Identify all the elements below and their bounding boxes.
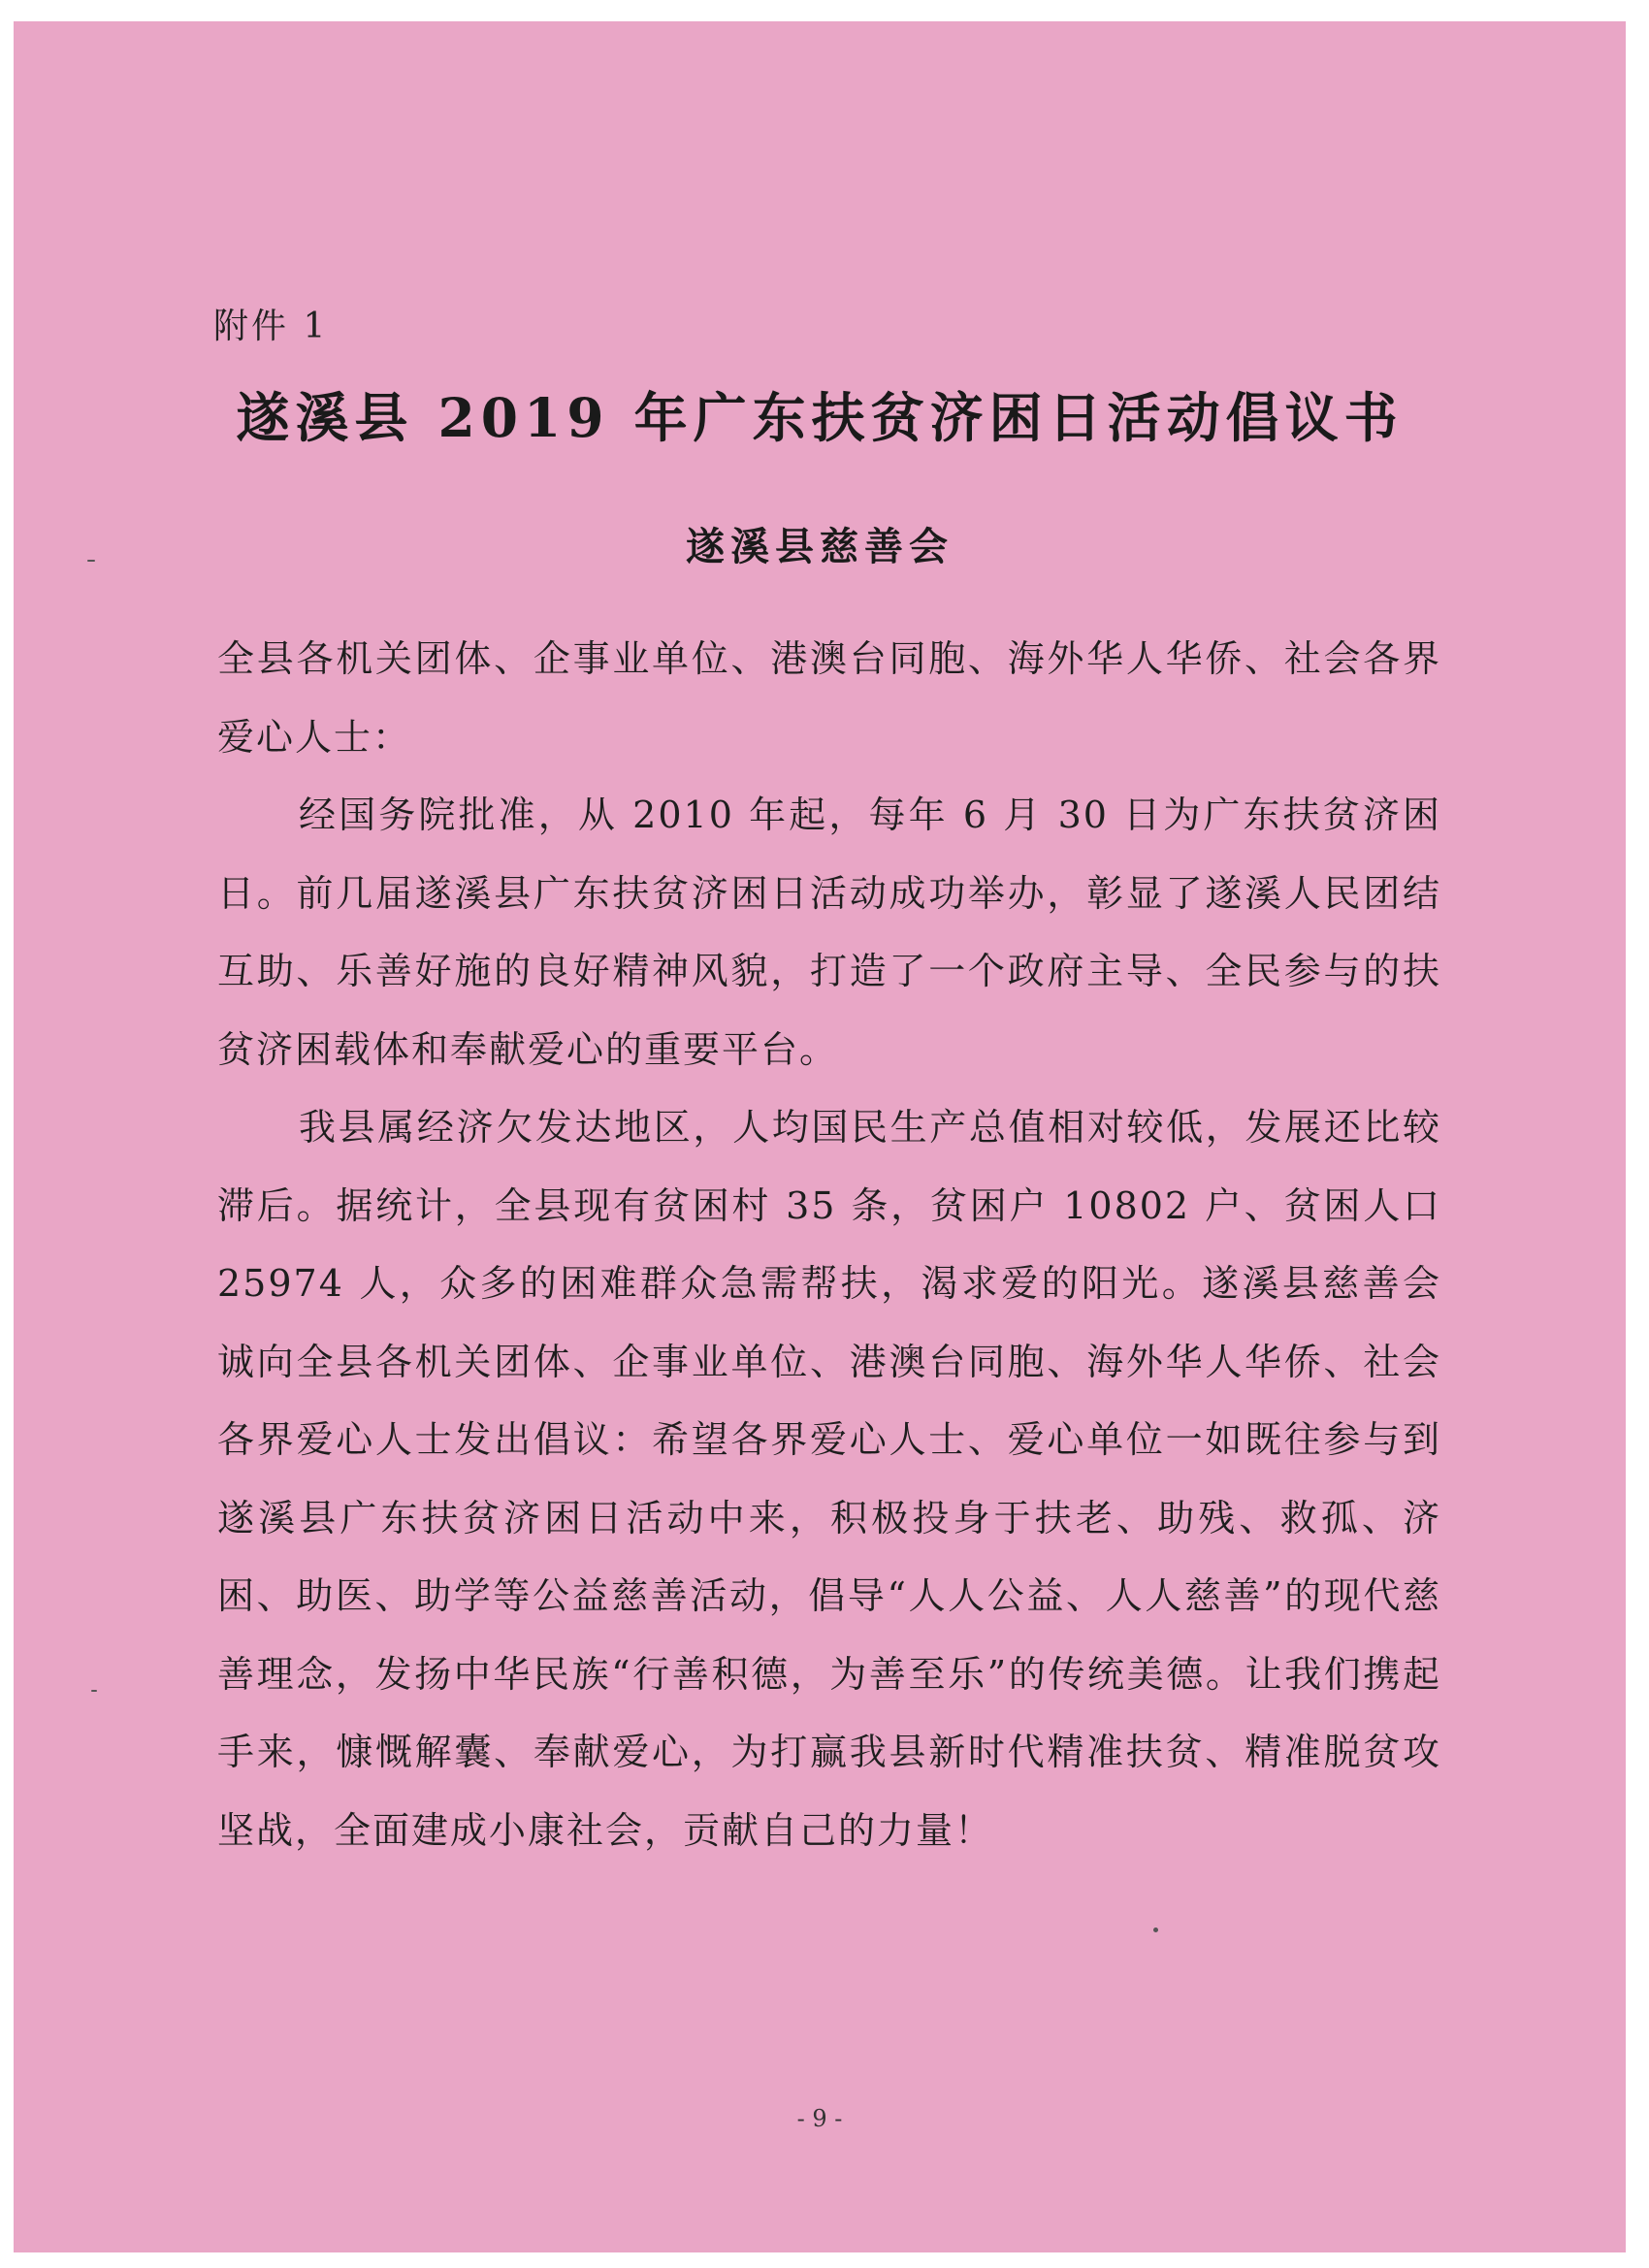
- paragraph-2: 我县属经济欠发达地区，人均国民生产总值相对较低，发展还比较滞后。据统计，全县现有贫困村 35 条，贫困户 10802 户、贫困人口 25974 人，众多的困难群众急需帮扶，渴求爱的阳光。遂溪县慈善会诚向全县各机关团体、企事业单位、港澳台同胞、海外华人华侨、社会各界爱心人士发出倡议：希望各界爱心人士、爱心单位一如既往参与到遂溪县广东扶贫济困日活动中来，积极投身于扶老、助残、救孤、济困、助医、助学等公益慈善活动，倡导“人人公益、人人慈善”的现代慈善理念，发扬中华民族“行善积德，为善至乐”的传统美德。让我们携起手来，慷慨解囊、奉献爱心，为打赢我县新时代精准扶贫、精准脱贫攻坚战，全面建成小康社会，贡献自己的力量！: [217, 1106, 1441, 1852]
- salutation: 全县各机关团体、企事业单位、港澳台同胞、海外华人华侨、社会各界爱心人士：: [217, 637, 1441, 759]
- scan-speck: [91, 1690, 97, 1692]
- document-body: [217, 620, 1441, 1869]
- attachment-label: 附件 1: [213, 307, 329, 346]
- document-title: 遂溪县 2019 年广东扶贫济困日活动倡议书: [236, 386, 1404, 449]
- document-page: [14, 21, 1626, 2252]
- page-number: - 9 -: [796, 2105, 843, 2132]
- issuing-organization: 遂溪县慈善会: [686, 524, 954, 569]
- paragraph-1: 经国务院批准，从 2010 年起，每年 6 月 30 日为广东扶贫济困日。前几届遂溪县广东扶贫济困日活动成功举办，彰显了遂溪人民团结互助、乐善好施的良好精神风貌，打造了一个政府主导、全民参与的扶贫济困载体和奉献爱心的重要平台。: [217, 794, 1441, 1071]
- scan-speck: [1153, 1928, 1158, 1932]
- scan-speck: [87, 560, 95, 562]
